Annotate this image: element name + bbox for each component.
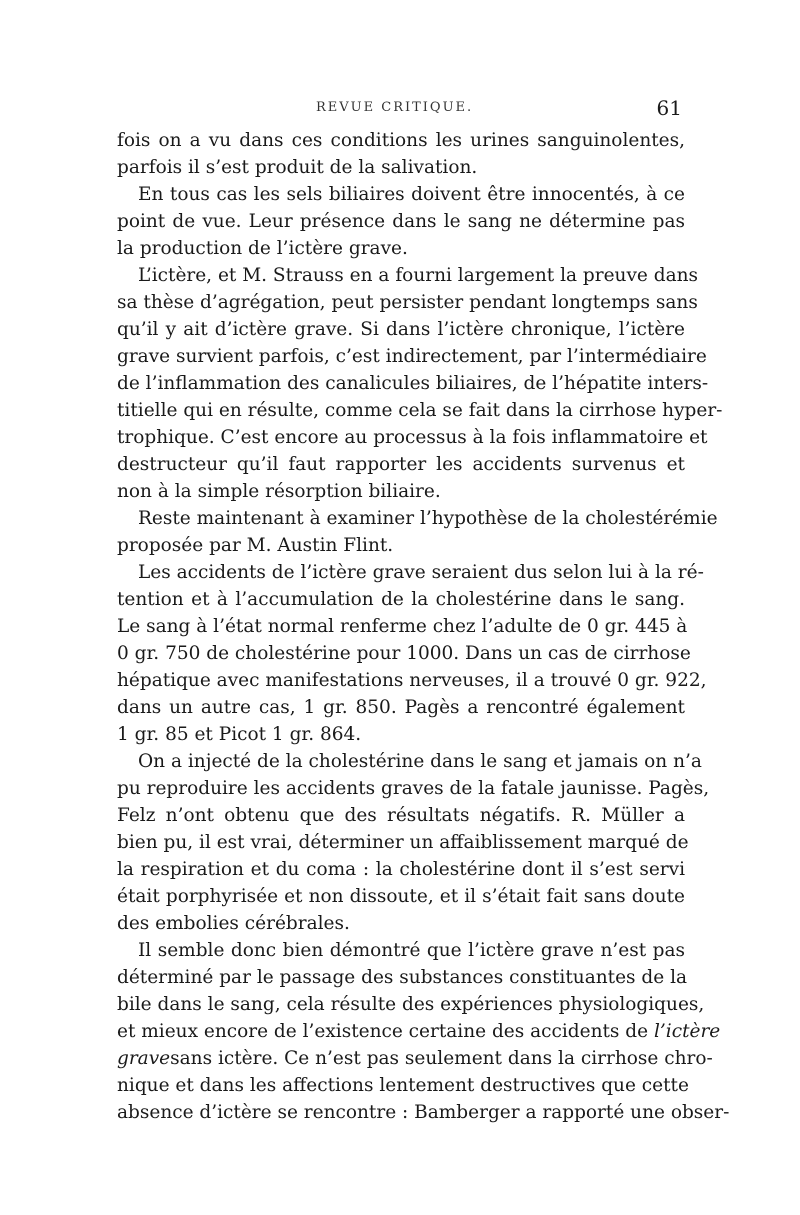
text-line <box>117 343 707 370</box>
line-text: bile dans le sang, cela résulte des expériences physiologiques, <box>117 994 705 1015</box>
line-text: la respiration et du coma : la cholestérine dont il s’est servi <box>117 859 685 880</box>
line-text: trophique. C’est encore au processus à la fois inflammatoire et <box>117 427 708 448</box>
line-text: fois on a vu dans ces conditions les urines sanguinolentes, <box>117 130 685 151</box>
line-text: déterminé par le passage des substances constituantes de la <box>117 967 688 988</box>
page-number: 61 <box>656 96 682 120</box>
text-line <box>117 667 707 694</box>
text-line <box>117 748 702 775</box>
line-text: point de vue. Leur présence dans le sang ne détermine pas <box>117 211 685 232</box>
line-text: 1 gr. 85 et Picot 1 gr. 864. <box>117 724 362 745</box>
text-line <box>117 883 685 910</box>
text-line <box>117 1045 713 1072</box>
line-text: sans ictère. Ce n’est pas seulement dans la cirrhose chro- <box>170 1048 713 1069</box>
text-line <box>117 235 685 262</box>
text-line <box>117 856 685 883</box>
running-head: REVUE CRITIQUE. <box>316 100 474 115</box>
line-text: 0 gr. 750 de cholestérine pour 1000. Dans un cas de cirrhose <box>117 643 691 664</box>
text-line <box>117 505 718 532</box>
text-line <box>117 181 685 208</box>
text-line <box>117 370 709 397</box>
line-text: Il semble donc bien démontré que l’ictère grave n’est pas <box>138 940 685 961</box>
body-text <box>117 127 730 1126</box>
text-line <box>117 478 685 505</box>
text-line <box>117 775 710 802</box>
text-line <box>117 559 704 586</box>
line-text: bien pu, il est vrai, déterminer un affaiblissement marqué de <box>117 832 689 853</box>
line-text: Felz n’ont obtenu que des résultats négatifs. R. Müller a <box>117 805 685 826</box>
line-text: nique et dans les affections lentement destructives que cette <box>117 1075 689 1096</box>
text-line <box>117 1099 730 1126</box>
text-line <box>117 424 708 451</box>
text-line <box>117 694 685 721</box>
line-text: grave survient parfois, c’est indirectement, par l’intermédiaire <box>117 346 707 367</box>
text-line <box>117 532 685 559</box>
italic-term: l’ictère <box>654 1021 721 1042</box>
text-line <box>117 1018 721 1045</box>
text-line <box>117 721 685 748</box>
line-text: dans un autre cas, 1 gr. 850. Pagès a rencontré également <box>117 697 685 718</box>
line-text: parfois il s’est produit de la salivation. <box>117 157 478 178</box>
text-line <box>117 289 698 316</box>
line-text: proposée par M. Austin Flint. <box>117 535 394 556</box>
text-line <box>117 640 691 667</box>
text-line <box>117 964 688 991</box>
line-text: Reste maintenant à examiner l’hypothèse de la cholestérémie <box>138 508 718 529</box>
line-text: hépatique avec manifestations nerveuses, il a trouvé 0 gr. 922, <box>117 670 707 691</box>
line-text: non à la simple résorption biliaire. <box>117 481 441 502</box>
line-text: tention et à l’accumulation de la cholestérine dans le sang. <box>117 589 685 610</box>
text-line <box>117 937 685 964</box>
text-line <box>117 802 685 829</box>
line-text: était porphyrisée et non dissoute, et il s’était fait sans doute <box>117 886 685 907</box>
italic-term: grave <box>117 1048 171 1069</box>
text-line <box>117 154 685 181</box>
text-line <box>117 397 723 424</box>
line-text: pu reproduire les accidents graves de la fatale jaunisse. Pagès, <box>117 778 710 799</box>
line-text: Le sang à l’état normal renferme chez l’adulte de 0 gr. 445 à <box>117 616 688 637</box>
line-text: titielle qui en résulte, comme cela se fait dans la cirrhose hyper- <box>117 400 723 421</box>
text-line <box>117 910 685 937</box>
line-text: et mieux encore de l’existence certaine des accidents de <box>117 1021 649 1042</box>
line-text: Les accidents de l’ictère grave seraient dus selon lui à la ré- <box>138 562 704 583</box>
line-text: de l’inflammation des canalicules biliaires, de l’hépatite inters- <box>117 373 709 394</box>
text-line <box>117 1072 689 1099</box>
line-text: sa thèse d’agrégation, peut persister pendant longtemps sans <box>117 292 698 313</box>
line-text: On a injecté de la cholestérine dans le sang et jamais on n’a <box>138 751 702 772</box>
text-line <box>117 613 688 640</box>
line-text: qu’il y ait d’ictère grave. Si dans l’ictère chronique, l’ictère <box>117 319 685 340</box>
text-line <box>117 829 689 856</box>
line-text: la production de l’ictère grave. <box>117 238 408 259</box>
line-text: En tous cas les sels biliaires doivent être innocentés, à ce <box>138 184 685 205</box>
line-text: L’ictère, et M. Strauss en a fourni largement la preuve dans <box>138 265 699 286</box>
text-line <box>117 262 699 289</box>
text-line <box>117 208 685 235</box>
text-line <box>117 316 685 343</box>
line-text: absence d’ictère se rencontre : Bamberger a rapporté une obser- <box>117 1102 730 1123</box>
text-line <box>117 127 685 154</box>
text-line <box>117 451 685 478</box>
line-text: des embolies cérébrales. <box>117 913 350 934</box>
text-line <box>117 586 685 613</box>
line-text: destructeur qu’il faut rapporter les accidents survenus et <box>117 454 685 475</box>
text-line <box>117 991 705 1018</box>
